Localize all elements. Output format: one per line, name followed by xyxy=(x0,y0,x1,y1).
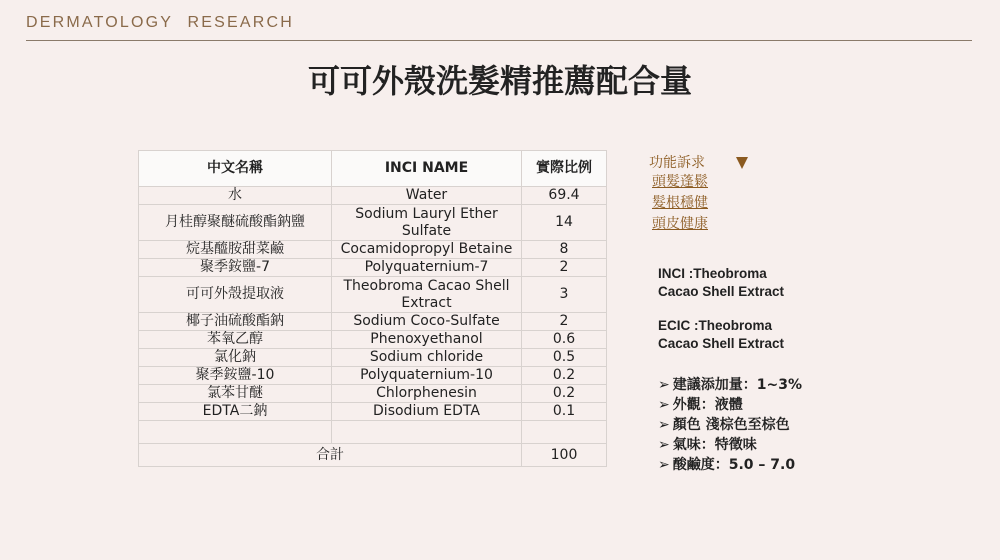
inci-line: INCI :Theobroma xyxy=(658,266,767,281)
page-title: 可可外殼洗髮精推薦配合量 xyxy=(307,62,692,100)
spec-bullet-list xyxy=(658,375,802,475)
cell-zh: 水 xyxy=(139,187,332,205)
bullet-text: 顏色 淺棕色至棕色 xyxy=(672,417,790,433)
total-value: 100 xyxy=(522,444,607,467)
cell-ratio: 8 xyxy=(522,241,607,259)
bullet-item xyxy=(658,455,802,475)
table-row xyxy=(139,313,607,331)
header-label: DERMATOLOGY RESEARCH xyxy=(26,14,295,31)
cell-ratio: 0.1 xyxy=(522,403,607,421)
cell-zh: 氯化鈉 xyxy=(139,349,332,367)
arrow-bullet-icon: ➢ xyxy=(658,417,670,433)
cell-zh: 可可外殼提取液 xyxy=(139,277,332,313)
cell-ratio: 2 xyxy=(522,313,607,331)
cell-inci: Sodium chloride xyxy=(332,349,522,367)
cell-inci: Phenoxyethanol xyxy=(332,331,522,349)
table-row xyxy=(139,331,607,349)
arrow-bullet-icon: ➢ xyxy=(658,457,670,473)
total-label: 合計 xyxy=(139,444,522,467)
cell-zh: 苯氧乙醇 xyxy=(139,331,332,349)
bullet-item xyxy=(658,375,802,395)
table-header-row xyxy=(139,151,607,187)
cell-ratio: 0.6 xyxy=(522,331,607,349)
cell-zh: 氯苯甘醚 xyxy=(139,385,332,403)
table-row xyxy=(139,277,607,313)
dropdown-triangle-icon[interactable] xyxy=(736,157,748,169)
ecic-line: Cacao Shell Extract xyxy=(658,336,785,351)
claims-list xyxy=(652,172,708,235)
cell-zh: EDTA二鈉 xyxy=(139,403,332,421)
header-chinese-name: 中文名稱 xyxy=(139,151,332,187)
cell-ratio: 14 xyxy=(522,205,607,241)
cell-inci: Theobroma Cacao Shell Extract xyxy=(332,277,522,313)
cell-inci: Water xyxy=(332,187,522,205)
arrow-bullet-icon: ➢ xyxy=(658,397,670,413)
table-row xyxy=(139,259,607,277)
bullet-text: 酸鹼度：5.0 – 7.0 xyxy=(672,457,796,473)
cell-inci: Polyquaternium-7 xyxy=(332,259,522,277)
cell-ratio: 0.2 xyxy=(522,367,607,385)
cell-inci xyxy=(332,421,522,444)
cell-ratio: 2 xyxy=(522,259,607,277)
header-divider xyxy=(26,40,972,41)
cell-inci: Sodium Lauryl Ether Sulfate xyxy=(332,205,522,241)
table-row xyxy=(139,403,607,421)
cell-zh: 椰子油硫酸酯鈉 xyxy=(139,313,332,331)
total-row xyxy=(139,444,607,467)
table-row xyxy=(139,385,607,403)
bullet-item xyxy=(658,435,802,455)
cell-ratio xyxy=(522,421,607,444)
table-row xyxy=(139,187,607,205)
claim-link[interactable]: 頭髮蓬鬆 xyxy=(652,174,708,190)
table-row xyxy=(139,241,607,259)
cell-ratio: 3 xyxy=(522,277,607,313)
bullet-item xyxy=(658,415,802,435)
header-inci-name: INCI NAME xyxy=(332,151,522,187)
header-ratio: 實際比例 xyxy=(522,151,607,187)
cell-ratio: 0.2 xyxy=(522,385,607,403)
cell-inci: Polyquaternium-10 xyxy=(332,367,522,385)
inci-line: Cacao Shell Extract xyxy=(658,284,785,299)
cell-zh: 聚季銨鹽-7 xyxy=(139,259,332,277)
cell-zh: 月桂醇聚醚硫酸酯鈉鹽 xyxy=(139,205,332,241)
ecic-line: ECIC :Theobroma xyxy=(658,318,773,333)
table-row xyxy=(139,367,607,385)
bullet-text: 外觀：液體 xyxy=(672,397,743,413)
table-row xyxy=(139,349,607,367)
arrow-bullet-icon: ➢ xyxy=(658,377,670,393)
arrow-bullet-icon: ➢ xyxy=(658,437,670,453)
function-claims-label: 功能訴求 xyxy=(649,155,705,171)
formula-table xyxy=(138,150,607,467)
bullet-text: 氣味：特徵味 xyxy=(672,437,757,453)
cell-inci: Chlorphenesin xyxy=(332,385,522,403)
inci-name-block xyxy=(658,265,784,301)
cell-inci: Disodium EDTA xyxy=(332,403,522,421)
cell-ratio: 69.4 xyxy=(522,187,607,205)
bullet-text: 建議添加量：1~3% xyxy=(672,377,802,393)
cell-ratio: 0.5 xyxy=(522,349,607,367)
cell-inci: Cocamidopropyl Betaine xyxy=(332,241,522,259)
ecic-name-block xyxy=(658,317,784,353)
cell-zh xyxy=(139,421,332,444)
cell-zh: 聚季銨鹽-10 xyxy=(139,367,332,385)
claim-link[interactable]: 髮根穩健 xyxy=(652,195,708,211)
cell-zh: 烷基醯胺甜菜鹼 xyxy=(139,241,332,259)
table-row xyxy=(139,205,607,241)
bullet-item xyxy=(658,395,802,415)
claim-link[interactable]: 頭皮健康 xyxy=(652,216,708,232)
cell-inci: Sodium Coco-Sulfate xyxy=(332,313,522,331)
table-row xyxy=(139,421,607,444)
